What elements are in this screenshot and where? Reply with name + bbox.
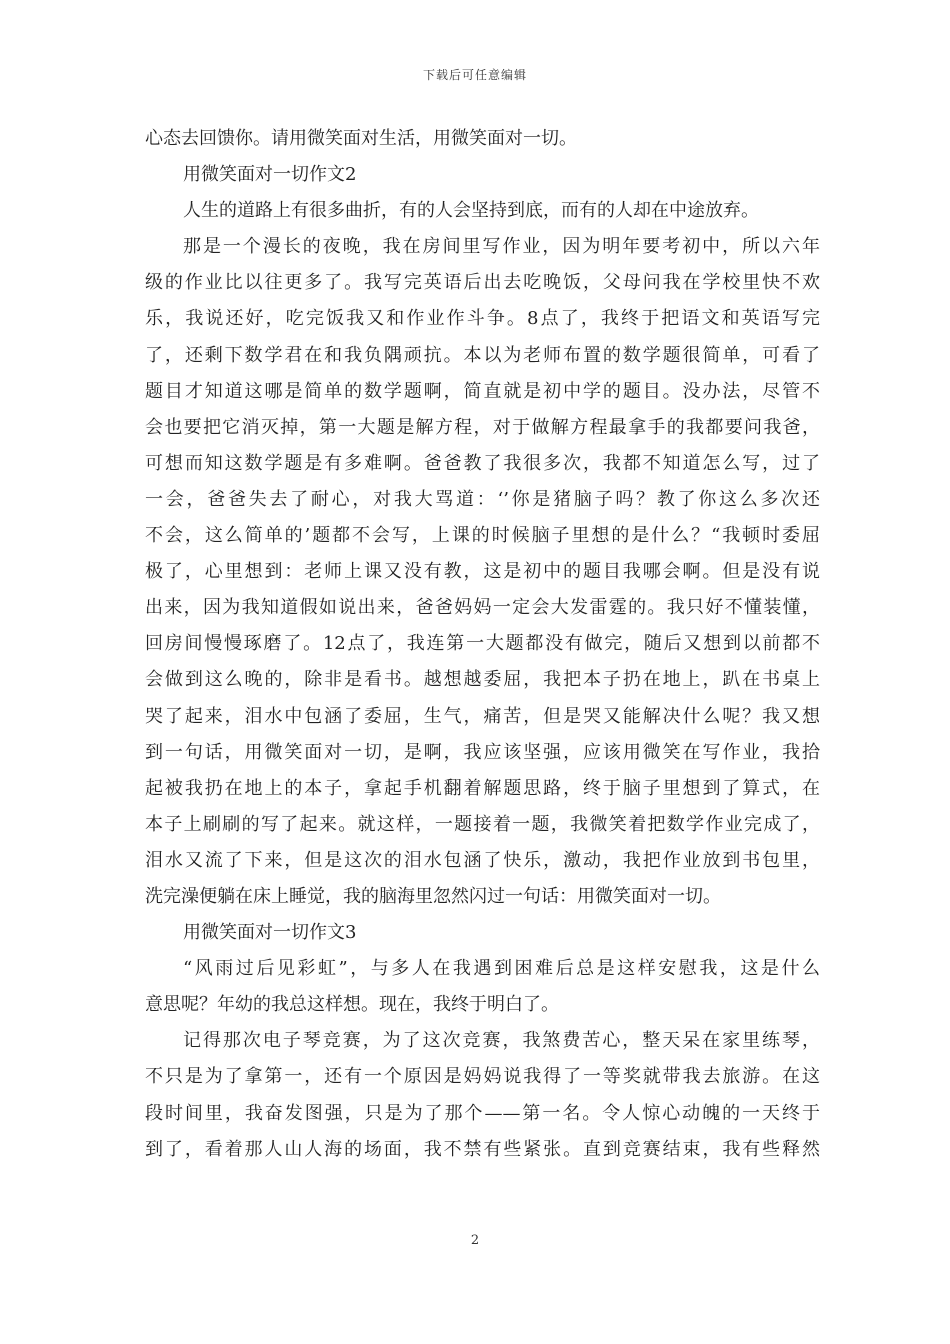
text-line: 到一句话，用微笑面对一切，是啊，我应该坚强，应该用微笑在写作业，我拾 <box>145 741 820 763</box>
text-line: 会也要把它消灭掉，第一大题是解方程，对于做解方程最拿手的我都要问我爸， <box>145 416 820 438</box>
text-line: 乐，我说还好，吃完饭我又和作业作斗争。8点了，我终于把语文和英语写完 <box>145 308 820 330</box>
text-line: 不会，这么简单的’题都不会写，上课的时候脑子里想的是什么？“我顿时委屈 <box>145 525 820 547</box>
text-line: 起被我扔在地上的本子，拿起手机翻着解题思路，终于脑子里想到了算式，在 <box>145 777 820 799</box>
section-heading: 用微笑面对一切作文2 <box>183 164 357 186</box>
text-line: 人生的道路上有很多曲折，有的人会坚持到底，而有的人却在中途放弃。 <box>183 200 759 222</box>
text-line: 出来，因为我知道假如说出来，爸爸妈妈一定会大发雷霆的。我只好不懂装懂， <box>145 597 820 619</box>
text-line: 段时间里，我奋发图强，只是为了那个——第一名。令人惊心动魄的一天终于 <box>145 1102 820 1124</box>
text-line: 极了，心里想到：老师上课又没有教，这是初中的题目我哪会啊。但是没有说 <box>145 561 820 583</box>
page-number: 2 <box>470 1233 480 1248</box>
text-line: “风雨过后见彩虹”，与多人在我遇到困难后总是这样安慰我，这是什么 <box>183 958 820 980</box>
text-line: 可想而知这数学题是有多难啊。爸爸教了我很多次，我都不知道怎么写，过了 <box>145 452 820 474</box>
text-line: 到了，看着那人山人海的场面，我不禁有些紧张。直到竞赛结束，我有些释然 <box>145 1138 820 1160</box>
text-line: 不只是为了拿第一，还有一个原因是妈妈说我得了一等奖就带我去旅游。在这 <box>145 1066 820 1088</box>
text-line: 泪水又流了下来，但是这次的泪水包涵了快乐，激动，我把作业放到书包里， <box>145 849 820 871</box>
text-line: 级的作业比以往更多了。我写完英语后出去吃晚饭，父母问我在学校里快不欢 <box>145 272 820 294</box>
text-line: 回房间慢慢琢磨了。12点了，我连第一大题都没有做完，随后又想到以前都不 <box>145 633 820 655</box>
text-line: 记得那次电子琴竞赛，为了这次竞赛，我煞费苦心，整天呆在家里练琴， <box>183 1030 820 1052</box>
text-line: 本子上刷刷的写了起来。就这样，一题接着一题，我微笑着把数学作业完成了， <box>145 813 820 835</box>
text-line: 哭了起来，泪水中包涵了委屈，生气，痛苦，但是哭又能解决什么呢？我又想 <box>145 705 820 727</box>
document-body <box>145 121 820 1168</box>
text-line: 题目才知道这哪是简单的数学题啊，简直就是初中学的题目。没办法，尽管不 <box>145 380 820 402</box>
page-header: 下载后可任意编辑 <box>422 68 527 82</box>
section-heading: 用微笑面对一切作文3 <box>183 922 357 944</box>
text-line: 意思呢？年幼的我总这样想。现在，我终于明白了。 <box>145 994 559 1016</box>
text-line: 洗完澡便躺在床上睡觉，我的脑海里忽然闪过一句话：用微笑面对一切。 <box>145 885 721 907</box>
text-line: 那是一个漫长的夜晚，我在房间里写作业，因为明年要考初中，所以六年 <box>183 236 820 258</box>
text-line: 心态去回馈你。请用微笑面对生活，用微笑面对一切。 <box>145 128 577 149</box>
text-line: 了，还剩下数学君在和我负隅顽抗。本以为老师布置的数学题很简单，可看了 <box>145 344 820 366</box>
text-line: 会做到这么晚的，除非是看书。越想越委屈，我把本子扔在地上，趴在书桌上 <box>145 669 820 691</box>
text-line: 一会，爸爸失去了耐心，对我大骂道：‘’你是猪脑子吗？教了你这么多次还 <box>145 488 820 510</box>
